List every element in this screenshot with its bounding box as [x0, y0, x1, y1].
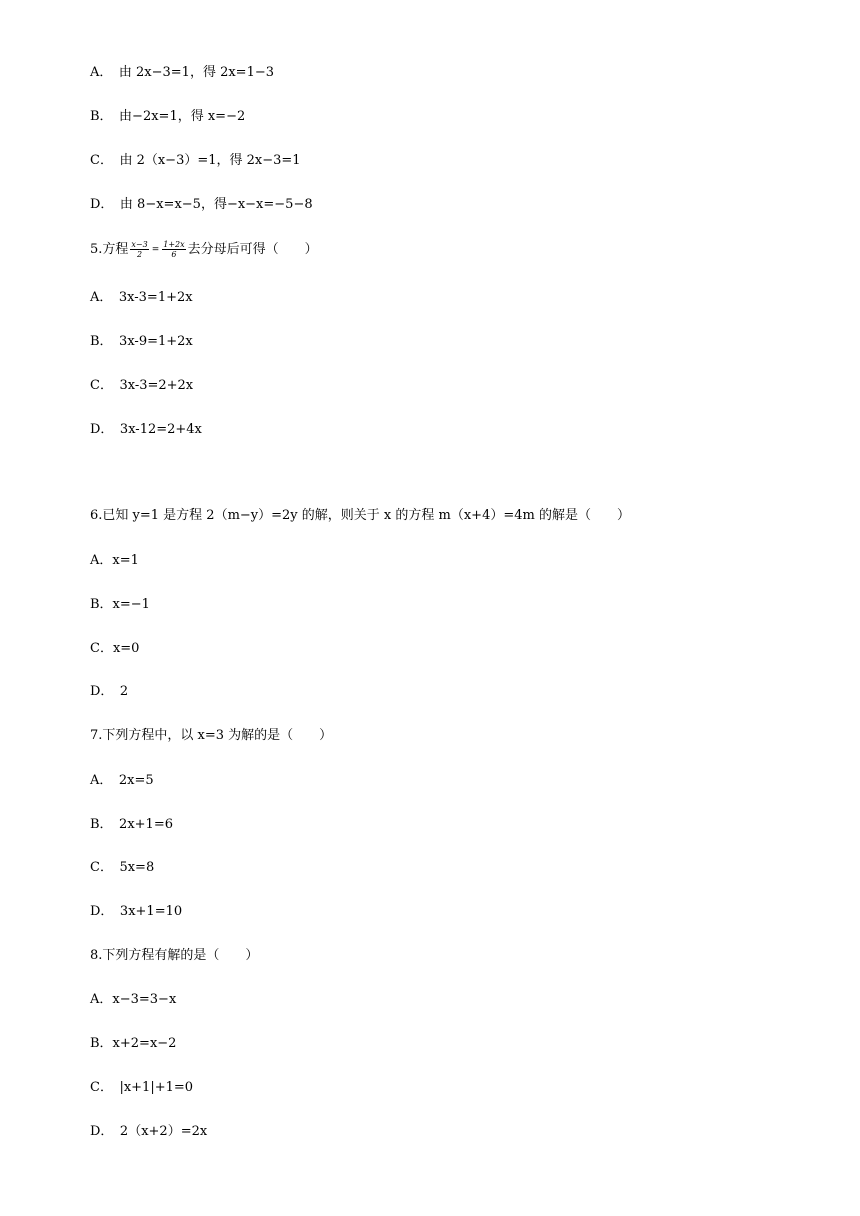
q6-option-c: C．x=0: [90, 641, 140, 656]
q5-option-c: C． 3x-3=2+2x: [90, 378, 194, 393]
q5-suffix: 去分母后可得（ ）: [187, 242, 318, 257]
q7-stem: 7.下列方程中，以 x=3 为解的是（ ）: [90, 728, 333, 743]
q6-option-a: A．x=1: [90, 553, 139, 568]
q6-option-d: D． 2: [90, 684, 129, 699]
q5-stem: [90, 240, 318, 259]
q4-option-a: A． 由 2x−3=1，得 2x=1−3: [90, 65, 275, 80]
q4-option-b: B． 由−2x=1，得 x=−2: [90, 109, 246, 124]
q5-frac1-denominator: 2: [137, 250, 143, 259]
q5-fraction-left: [130, 240, 148, 259]
q4-option-d: D． 由 8−x=x−5，得−x−x=−5−8: [90, 197, 313, 212]
q7-option-a: A． 2x=5: [90, 773, 154, 788]
q5-frac2-denominator: 6: [171, 250, 177, 259]
q7-option-d: D． 3x+1=10: [90, 904, 183, 919]
q5-option-a: A． 3x-3=1+2x: [90, 290, 193, 305]
q6-stem: 6.已知 y=1 是方程 2（m−y）=2y 的解，则关于 x 的方程 m（x+4）=4m 的解是（ ）: [90, 508, 630, 523]
q8-option-c: C． |x+1|+1=0: [90, 1080, 194, 1095]
q7-option-c: C． 5x=8: [90, 860, 155, 875]
q5-prefix: 5.方程: [90, 242, 129, 257]
q6-option-b: B．x=−1: [90, 597, 150, 612]
q8-option-a: A．x−3=3−x: [90, 992, 177, 1007]
q5-equals: =: [151, 244, 160, 255]
q8-option-b: B．x+2=x−2: [90, 1036, 177, 1051]
q7-option-b: B． 2x+1=6: [90, 817, 173, 832]
q4-option-c: C． 由 2（x−3）=1，得 2x−3=1: [90, 153, 301, 168]
q5-frac2-numerator: 1+2x: [163, 240, 185, 249]
q8-option-d: D． 2（x+2）=2x: [90, 1124, 208, 1139]
q5-fraction-right: [162, 240, 185, 259]
q8-stem: 8.下列方程有解的是（ ）: [90, 948, 259, 963]
q5-option-b: B． 3x-9=1+2x: [90, 334, 193, 349]
q5-frac1-numerator: x−3: [131, 240, 148, 249]
q5-option-d: D． 3x-12=2+4x: [90, 422, 202, 437]
